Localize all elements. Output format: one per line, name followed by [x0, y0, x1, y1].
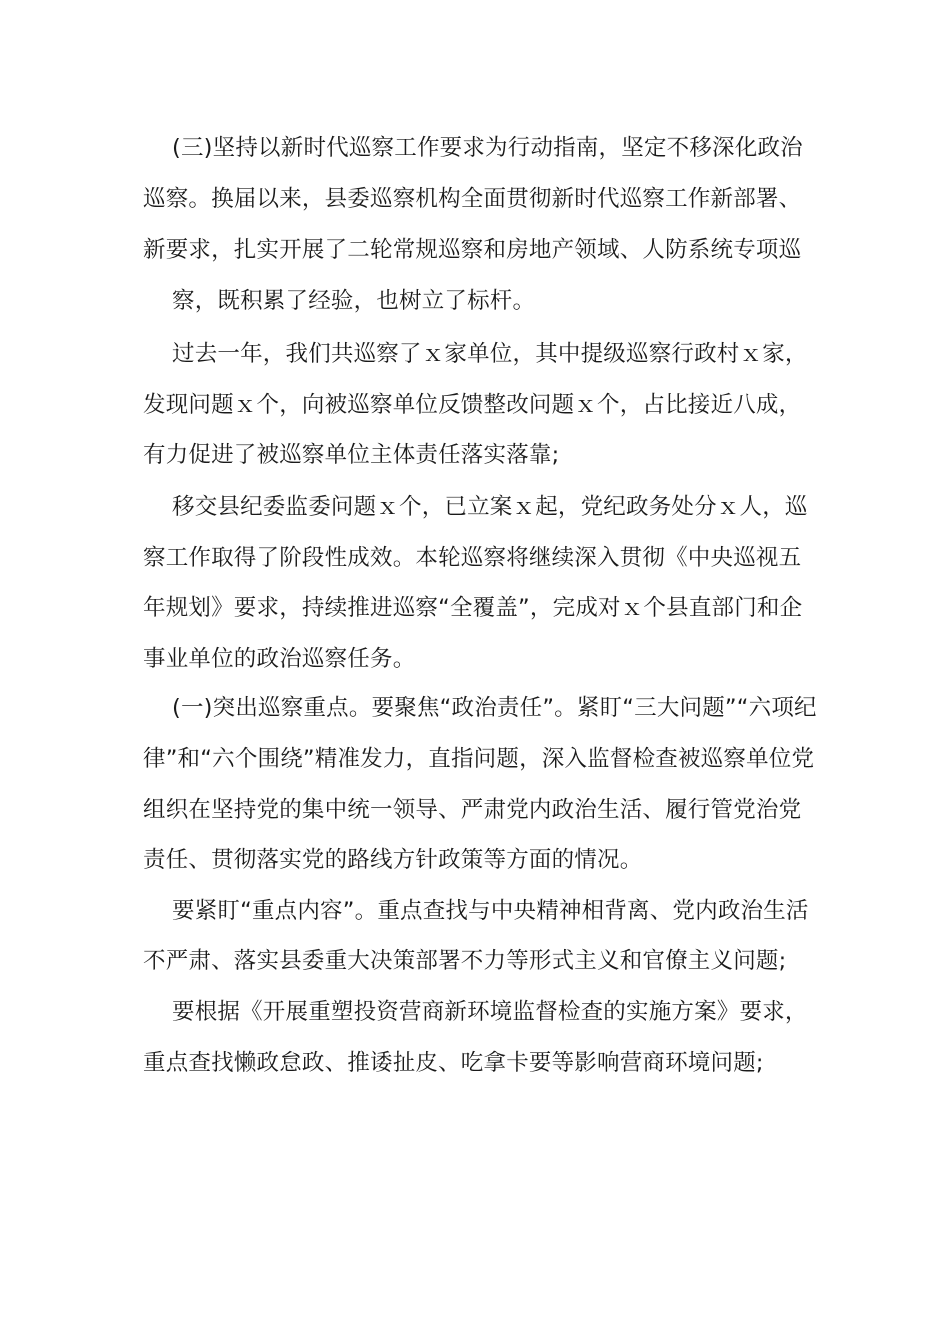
text-line: 不严肃、落实县委重大决策部署不力等形式主义和官僚主义问题; [143, 948, 787, 974]
text-line: 年规划》要求，持续推进巡察“全覆盖”，完成对ｘ个县直部门和企 [143, 595, 803, 621]
text-line: 移交县纪委监委问题ｘ个，已立案ｘ起，党纪政务处分ｘ人，巡 [172, 494, 808, 520]
text-line: 察工作取得了阶段性成效。本轮巡察将继续深入贯彻《中央巡视五 [143, 545, 802, 571]
text-line: 有力促进了被巡察单位主体责任落实落靠; [143, 442, 560, 468]
text-line: 新要求，扎实开展了二轮常规巡察和房地产领域、人防系统专项巡 [143, 237, 802, 263]
text-line: (一)突出巡察重点。要聚焦“政治责任”。紧盯“三大问题”“六项纪 [172, 695, 817, 721]
text-line: 重点查找懒政怠政、推诿扯皮、吃拿卡要等影响营商环境问题; [143, 1050, 764, 1076]
text-line: 发现问题ｘ个，向被巡察单位反馈整改问题ｘ个，占比接近八成， [143, 392, 802, 418]
text-line: 要紧盯“重点内容”。重点查找与中央精神相背离、党内政治生活 [172, 898, 809, 924]
text-line: (三)坚持以新时代巡察工作要求为行动指南，坚定不移深化政治 [172, 135, 803, 161]
text-line: 责任、贯彻落实党的路线方针政策等方面的情况。 [143, 847, 643, 873]
text-line: 过去一年，我们共巡察了ｘ家单位，其中提级巡察行政村ｘ家， [172, 341, 808, 367]
text-line: 事业单位的政治巡察任务。 [143, 646, 416, 672]
text-line: 律”和“六个围绕”精准发力，直指问题，深入监督检查被巡察单位党 [143, 746, 815, 772]
text-line: 巡察。换届以来，县委巡察机构全面贯彻新时代巡察工作新部署、 [143, 186, 802, 212]
text-line: 察，既积累了经验，也树立了标杆。 [172, 288, 536, 314]
text-line: 要根据《开展重塑投资营商新环境监督检查的实施方案》要求， [172, 999, 808, 1025]
text-line: 组织在坚持党的集中统一领导、严肃党内政治生活、履行管党治党 [143, 797, 802, 823]
